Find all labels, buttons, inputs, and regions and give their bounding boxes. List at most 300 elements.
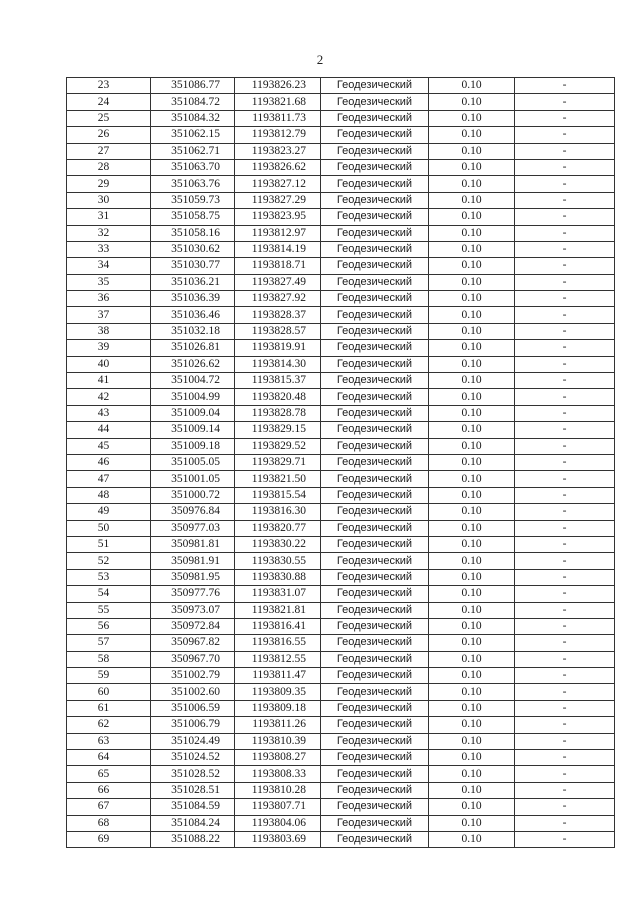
point-number-cell: 43 — [67, 405, 151, 421]
y-coordinate-cell: 1193810.28 — [235, 782, 321, 798]
table-row — [67, 684, 615, 700]
point-number-cell: 65 — [67, 766, 151, 782]
accuracy-cell: 0.10 — [429, 618, 515, 634]
accuracy-cell: 0.10 — [429, 454, 515, 470]
method-cell: Геодезический — [321, 356, 429, 372]
point-number-cell: 31 — [67, 209, 151, 225]
table-row — [67, 405, 615, 421]
method-cell: Геодезический — [321, 471, 429, 487]
note-cell: - — [515, 733, 615, 749]
x-coordinate-cell: 351088.22 — [151, 831, 235, 847]
accuracy-cell: 0.10 — [429, 258, 515, 274]
point-number-cell: 24 — [67, 94, 151, 110]
accuracy-cell: 0.10 — [429, 504, 515, 520]
point-number-cell: 63 — [67, 733, 151, 749]
page-number: 2 — [316, 52, 324, 67]
y-coordinate-cell: 1193818.71 — [235, 258, 321, 274]
note-cell: - — [515, 799, 615, 815]
method-cell: Геодезический — [321, 454, 429, 470]
point-number-cell: 28 — [67, 159, 151, 175]
method-cell: Геодезический — [321, 651, 429, 667]
method-cell: Геодезический — [321, 717, 429, 733]
note-cell: - — [515, 815, 615, 831]
method-cell: Геодезический — [321, 258, 429, 274]
accuracy-cell: 0.10 — [429, 356, 515, 372]
accuracy-cell: 0.10 — [429, 815, 515, 831]
note-cell: - — [515, 405, 615, 421]
method-cell: Геодезический — [321, 389, 429, 405]
point-number-cell: 60 — [67, 684, 151, 700]
table-row — [67, 143, 615, 159]
x-coordinate-cell: 350981.81 — [151, 536, 235, 552]
x-coordinate-cell: 351006.59 — [151, 700, 235, 716]
table-row — [67, 78, 615, 94]
note-cell: - — [515, 504, 615, 520]
y-coordinate-cell: 1193826.62 — [235, 159, 321, 175]
x-coordinate-cell: 351024.49 — [151, 733, 235, 749]
table-row — [67, 307, 615, 323]
point-number-cell: 30 — [67, 192, 151, 208]
x-coordinate-cell: 351009.14 — [151, 422, 235, 438]
y-coordinate-cell: 1193828.37 — [235, 307, 321, 323]
x-coordinate-cell: 350981.95 — [151, 569, 235, 585]
accuracy-cell: 0.10 — [429, 536, 515, 552]
note-cell: - — [515, 209, 615, 225]
method-cell: Геодезический — [321, 340, 429, 356]
point-number-cell: 55 — [67, 602, 151, 618]
point-number-cell: 57 — [67, 635, 151, 651]
method-cell: Геодезический — [321, 618, 429, 634]
y-coordinate-cell: 1193815.37 — [235, 373, 321, 389]
table-row — [67, 94, 615, 110]
x-coordinate-cell: 351036.46 — [151, 307, 235, 323]
accuracy-cell: 0.10 — [429, 176, 515, 192]
accuracy-cell: 0.10 — [429, 422, 515, 438]
point-number-cell: 26 — [67, 127, 151, 143]
note-cell: - — [515, 323, 615, 339]
method-cell: Геодезический — [321, 668, 429, 684]
note-cell: - — [515, 651, 615, 667]
y-coordinate-cell: 1193816.55 — [235, 635, 321, 651]
point-number-cell: 41 — [67, 373, 151, 389]
method-cell: Геодезический — [321, 782, 429, 798]
y-coordinate-cell: 1193823.95 — [235, 209, 321, 225]
x-coordinate-cell: 351026.62 — [151, 356, 235, 372]
method-cell: Геодезический — [321, 504, 429, 520]
point-number-cell: 67 — [67, 799, 151, 815]
x-coordinate-cell: 351004.99 — [151, 389, 235, 405]
x-coordinate-cell: 350967.70 — [151, 651, 235, 667]
y-coordinate-cell: 1193803.69 — [235, 831, 321, 847]
table-row — [67, 110, 615, 126]
y-coordinate-cell: 1193815.54 — [235, 487, 321, 503]
x-coordinate-cell: 351032.18 — [151, 323, 235, 339]
y-coordinate-cell: 1193812.79 — [235, 127, 321, 143]
note-cell: - — [515, 520, 615, 536]
method-cell: Геодезический — [321, 422, 429, 438]
note-cell: - — [515, 635, 615, 651]
y-coordinate-cell: 1193828.57 — [235, 323, 321, 339]
accuracy-cell: 0.10 — [429, 307, 515, 323]
y-coordinate-cell: 1193811.47 — [235, 668, 321, 684]
note-cell: - — [515, 274, 615, 290]
x-coordinate-cell: 351002.60 — [151, 684, 235, 700]
method-cell: Геодезический — [321, 520, 429, 536]
method-cell: Геодезический — [321, 536, 429, 552]
method-cell: Геодезический — [321, 274, 429, 290]
point-number-cell: 50 — [67, 520, 151, 536]
point-number-cell: 35 — [67, 274, 151, 290]
y-coordinate-cell: 1193819.91 — [235, 340, 321, 356]
table-row — [67, 471, 615, 487]
accuracy-cell: 0.10 — [429, 782, 515, 798]
y-coordinate-cell: 1193830.55 — [235, 553, 321, 569]
note-cell: - — [515, 225, 615, 241]
accuracy-cell: 0.10 — [429, 766, 515, 782]
method-cell: Геодезический — [321, 815, 429, 831]
y-coordinate-cell: 1193820.77 — [235, 520, 321, 536]
method-cell: Геодезический — [321, 176, 429, 192]
point-number-cell: 46 — [67, 454, 151, 470]
note-cell: - — [515, 602, 615, 618]
accuracy-cell: 0.10 — [429, 831, 515, 847]
table-row — [67, 651, 615, 667]
note-cell: - — [515, 471, 615, 487]
accuracy-cell: 0.10 — [429, 700, 515, 716]
table-row — [67, 209, 615, 225]
x-coordinate-cell: 351084.59 — [151, 799, 235, 815]
table-row — [67, 668, 615, 684]
point-number-cell: 68 — [67, 815, 151, 831]
x-coordinate-cell: 350977.76 — [151, 586, 235, 602]
coordinates-table-body — [67, 78, 615, 848]
point-number-cell: 34 — [67, 258, 151, 274]
coordinates-table — [66, 77, 615, 848]
y-coordinate-cell: 1193804.06 — [235, 815, 321, 831]
y-coordinate-cell: 1193829.52 — [235, 438, 321, 454]
table-row — [67, 717, 615, 733]
note-cell: - — [515, 750, 615, 766]
point-number-cell: 53 — [67, 569, 151, 585]
y-coordinate-cell: 1193814.19 — [235, 241, 321, 257]
table-row — [67, 291, 615, 307]
point-number-cell: 25 — [67, 110, 151, 126]
note-cell: - — [515, 618, 615, 634]
method-cell: Геодезический — [321, 487, 429, 503]
y-coordinate-cell: 1193816.30 — [235, 504, 321, 520]
table-row — [67, 176, 615, 192]
note-cell: - — [515, 78, 615, 94]
y-coordinate-cell: 1193808.33 — [235, 766, 321, 782]
method-cell: Геодезический — [321, 225, 429, 241]
table-row — [67, 799, 615, 815]
y-coordinate-cell: 1193808.27 — [235, 750, 321, 766]
point-number-cell: 37 — [67, 307, 151, 323]
method-cell: Геодезический — [321, 241, 429, 257]
note-cell: - — [515, 110, 615, 126]
table-row — [67, 356, 615, 372]
table-row — [67, 815, 615, 831]
note-cell: - — [515, 176, 615, 192]
table-row — [67, 225, 615, 241]
note-cell: - — [515, 307, 615, 323]
x-coordinate-cell: 351028.52 — [151, 766, 235, 782]
table-row — [67, 569, 615, 585]
table-row — [67, 389, 615, 405]
y-coordinate-cell: 1193821.68 — [235, 94, 321, 110]
x-coordinate-cell: 351084.32 — [151, 110, 235, 126]
point-number-cell: 23 — [67, 78, 151, 94]
method-cell: Геодезический — [321, 143, 429, 159]
x-coordinate-cell: 351036.39 — [151, 291, 235, 307]
note-cell: - — [515, 553, 615, 569]
y-coordinate-cell: 1193830.88 — [235, 569, 321, 585]
accuracy-cell: 0.10 — [429, 291, 515, 307]
x-coordinate-cell: 350977.03 — [151, 520, 235, 536]
accuracy-cell: 0.10 — [429, 635, 515, 651]
x-coordinate-cell: 351063.70 — [151, 159, 235, 175]
table-row — [67, 422, 615, 438]
note-cell: - — [515, 258, 615, 274]
table-row — [67, 602, 615, 618]
y-coordinate-cell: 1193814.30 — [235, 356, 321, 372]
point-number-cell: 69 — [67, 831, 151, 847]
x-coordinate-cell: 351062.15 — [151, 127, 235, 143]
x-coordinate-cell: 351084.24 — [151, 815, 235, 831]
note-cell: - — [515, 291, 615, 307]
accuracy-cell: 0.10 — [429, 389, 515, 405]
point-number-cell: 52 — [67, 553, 151, 569]
table-row — [67, 373, 615, 389]
x-coordinate-cell: 351030.62 — [151, 241, 235, 257]
method-cell: Геодезический — [321, 700, 429, 716]
point-number-cell: 45 — [67, 438, 151, 454]
x-coordinate-cell: 351009.18 — [151, 438, 235, 454]
note-cell: - — [515, 422, 615, 438]
accuracy-cell: 0.10 — [429, 717, 515, 733]
y-coordinate-cell: 1193811.26 — [235, 717, 321, 733]
table-row — [67, 323, 615, 339]
y-coordinate-cell: 1193826.23 — [235, 78, 321, 94]
table-row — [67, 159, 615, 175]
x-coordinate-cell: 351009.04 — [151, 405, 235, 421]
method-cell: Геодезический — [321, 405, 429, 421]
note-cell: - — [515, 586, 615, 602]
note-cell: - — [515, 717, 615, 733]
note-cell: - — [515, 340, 615, 356]
table-row — [67, 258, 615, 274]
accuracy-cell: 0.10 — [429, 78, 515, 94]
x-coordinate-cell: 351024.52 — [151, 750, 235, 766]
accuracy-cell: 0.10 — [429, 241, 515, 257]
accuracy-cell: 0.10 — [429, 750, 515, 766]
y-coordinate-cell: 1193827.92 — [235, 291, 321, 307]
y-coordinate-cell: 1193820.48 — [235, 389, 321, 405]
method-cell: Геодезический — [321, 553, 429, 569]
note-cell: - — [515, 94, 615, 110]
point-number-cell: 33 — [67, 241, 151, 257]
point-number-cell: 29 — [67, 176, 151, 192]
method-cell: Геодезический — [321, 78, 429, 94]
table-row — [67, 454, 615, 470]
note-cell: - — [515, 389, 615, 405]
point-number-cell: 56 — [67, 618, 151, 634]
y-coordinate-cell: 1193809.35 — [235, 684, 321, 700]
table-row — [67, 274, 615, 290]
accuracy-cell: 0.10 — [429, 192, 515, 208]
x-coordinate-cell: 350967.82 — [151, 635, 235, 651]
x-coordinate-cell: 351000.72 — [151, 487, 235, 503]
method-cell: Геодезический — [321, 192, 429, 208]
method-cell: Геодезический — [321, 110, 429, 126]
x-coordinate-cell: 351058.16 — [151, 225, 235, 241]
note-cell: - — [515, 356, 615, 372]
x-coordinate-cell: 351058.75 — [151, 209, 235, 225]
accuracy-cell: 0.10 — [429, 94, 515, 110]
table-row — [67, 635, 615, 651]
method-cell: Геодезический — [321, 127, 429, 143]
point-number-cell: 66 — [67, 782, 151, 798]
note-cell: - — [515, 454, 615, 470]
accuracy-cell: 0.10 — [429, 225, 515, 241]
y-coordinate-cell: 1193827.29 — [235, 192, 321, 208]
y-coordinate-cell: 1193821.50 — [235, 471, 321, 487]
method-cell: Геодезический — [321, 323, 429, 339]
note-cell: - — [515, 668, 615, 684]
accuracy-cell: 0.10 — [429, 143, 515, 159]
method-cell: Геодезический — [321, 733, 429, 749]
table-row — [67, 766, 615, 782]
accuracy-cell: 0.10 — [429, 799, 515, 815]
x-coordinate-cell: 351005.05 — [151, 454, 235, 470]
x-coordinate-cell: 351028.51 — [151, 782, 235, 798]
accuracy-cell: 0.10 — [429, 684, 515, 700]
method-cell: Геодезический — [321, 307, 429, 323]
x-coordinate-cell: 351001.05 — [151, 471, 235, 487]
accuracy-cell: 0.10 — [429, 553, 515, 569]
method-cell: Геодезический — [321, 831, 429, 847]
accuracy-cell: 0.10 — [429, 438, 515, 454]
point-number-cell: 27 — [67, 143, 151, 159]
point-number-cell: 49 — [67, 504, 151, 520]
x-coordinate-cell: 351026.81 — [151, 340, 235, 356]
y-coordinate-cell: 1193812.55 — [235, 651, 321, 667]
table-row — [67, 782, 615, 798]
table-row — [67, 504, 615, 520]
point-number-cell: 58 — [67, 651, 151, 667]
point-number-cell: 44 — [67, 422, 151, 438]
accuracy-cell: 0.10 — [429, 651, 515, 667]
y-coordinate-cell: 1193828.78 — [235, 405, 321, 421]
method-cell: Геодезический — [321, 586, 429, 602]
table-row — [67, 241, 615, 257]
note-cell: - — [515, 241, 615, 257]
method-cell: Геодезический — [321, 159, 429, 175]
x-coordinate-cell: 351036.21 — [151, 274, 235, 290]
y-coordinate-cell: 1193809.18 — [235, 700, 321, 716]
y-coordinate-cell: 1193830.22 — [235, 536, 321, 552]
point-number-cell: 62 — [67, 717, 151, 733]
note-cell: - — [515, 192, 615, 208]
table-row — [67, 733, 615, 749]
x-coordinate-cell: 351006.79 — [151, 717, 235, 733]
point-number-cell: 51 — [67, 536, 151, 552]
table-row — [67, 487, 615, 503]
method-cell: Геодезический — [321, 438, 429, 454]
note-cell: - — [515, 438, 615, 454]
note-cell: - — [515, 487, 615, 503]
method-cell: Геодезический — [321, 209, 429, 225]
x-coordinate-cell: 351084.72 — [151, 94, 235, 110]
accuracy-cell: 0.10 — [429, 274, 515, 290]
x-coordinate-cell: 350973.07 — [151, 602, 235, 618]
accuracy-cell: 0.10 — [429, 471, 515, 487]
method-cell: Геодезический — [321, 635, 429, 651]
method-cell: Геодезический — [321, 766, 429, 782]
point-number-cell: 47 — [67, 471, 151, 487]
table-row — [67, 340, 615, 356]
table-row — [67, 618, 615, 634]
table-row — [67, 520, 615, 536]
point-number-cell: 59 — [67, 668, 151, 684]
x-coordinate-cell: 351059.73 — [151, 192, 235, 208]
method-cell: Геодезический — [321, 569, 429, 585]
note-cell: - — [515, 127, 615, 143]
y-coordinate-cell: 1193816.41 — [235, 618, 321, 634]
x-coordinate-cell: 351004.72 — [151, 373, 235, 389]
table-row — [67, 553, 615, 569]
y-coordinate-cell: 1193823.27 — [235, 143, 321, 159]
method-cell: Геодезический — [321, 799, 429, 815]
method-cell: Геодезический — [321, 373, 429, 389]
point-number-cell: 32 — [67, 225, 151, 241]
y-coordinate-cell: 1193807.71 — [235, 799, 321, 815]
accuracy-cell: 0.10 — [429, 668, 515, 684]
table-row — [67, 586, 615, 602]
x-coordinate-cell: 351063.76 — [151, 176, 235, 192]
y-coordinate-cell: 1193810.39 — [235, 733, 321, 749]
accuracy-cell: 0.10 — [429, 323, 515, 339]
x-coordinate-cell: 351086.77 — [151, 78, 235, 94]
point-number-cell: 40 — [67, 356, 151, 372]
accuracy-cell: 0.10 — [429, 110, 515, 126]
accuracy-cell: 0.10 — [429, 340, 515, 356]
note-cell: - — [515, 536, 615, 552]
point-number-cell: 36 — [67, 291, 151, 307]
accuracy-cell: 0.10 — [429, 602, 515, 618]
point-number-cell: 61 — [67, 700, 151, 716]
table-row — [67, 750, 615, 766]
method-cell: Геодезический — [321, 684, 429, 700]
note-cell: - — [515, 143, 615, 159]
note-cell: - — [515, 782, 615, 798]
table-row — [67, 438, 615, 454]
method-cell: Геодезический — [321, 602, 429, 618]
y-coordinate-cell: 1193831.07 — [235, 586, 321, 602]
note-cell: - — [515, 684, 615, 700]
table-row — [67, 127, 615, 143]
method-cell: Геодезический — [321, 94, 429, 110]
note-cell: - — [515, 766, 615, 782]
x-coordinate-cell: 350972.84 — [151, 618, 235, 634]
y-coordinate-cell: 1193827.49 — [235, 274, 321, 290]
y-coordinate-cell: 1193812.97 — [235, 225, 321, 241]
table-row — [67, 192, 615, 208]
point-number-cell: 48 — [67, 487, 151, 503]
accuracy-cell: 0.10 — [429, 405, 515, 421]
accuracy-cell: 0.10 — [429, 127, 515, 143]
y-coordinate-cell: 1193829.71 — [235, 454, 321, 470]
